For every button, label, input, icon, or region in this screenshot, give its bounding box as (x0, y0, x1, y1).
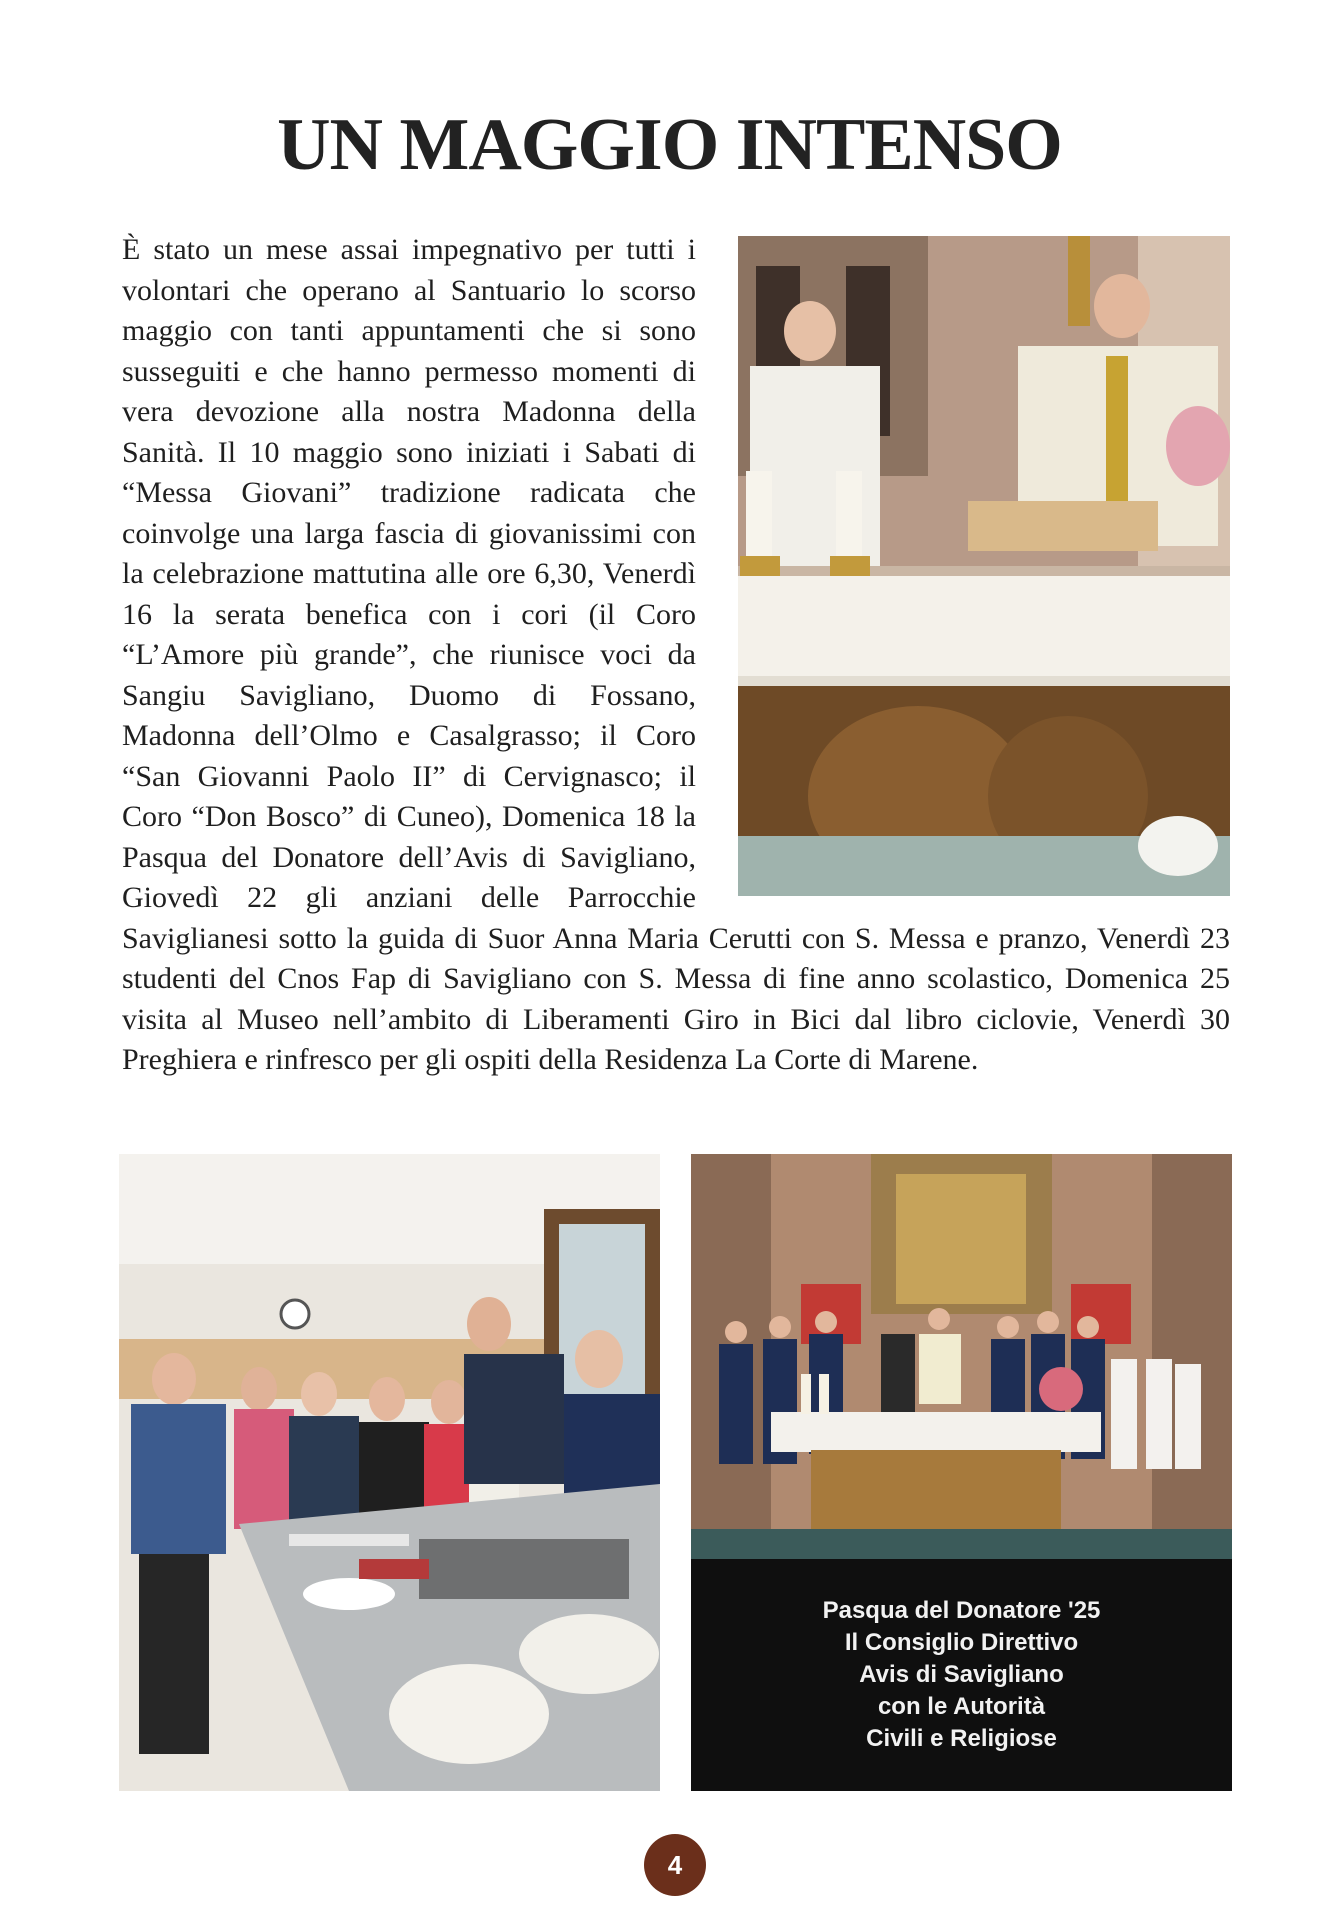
article-body-text: È stato un mese assai impegnativo per tutti i volontari che operano al Santuario lo scorso maggio con tanti appuntamenti che si sono susseguiti e che hanno permesso momenti di vera devozione alla nostra Madonna della Sanità. Il 10 maggio sono iniziati i Sabati di “Messa Giovani” tradizione radicata che coinvolge una larga fascia di giovanissimi con la celebrazione mattutina alle ore 6,30, Venerdì 16 la serata benefica con i cori (il Coro “L’Amore più grande”, che riunisce voci da Sangiu Savigliano, Duomo di Fossano, Madonna dell’Olmo e Casalgrasso; il Coro “San Giovanni Paolo II” di Cervignasco; il Coro “Don Bosco” di Cuneo), Domenica 18 la Pasqua del Donatore dell’Avis di Savigliano, Giovedì 22 gli anziani delle Parrocchie Saviglianesi sotto la guida di Suor Anna Maria Cerutti con S. Messa e pranzo, Venerdì 23 studenti del Cnos Fap di Savigliano con S. Messa di fine anno scolastico, Domenica 25 visita al Museo nell’ambito di Liberamenti Giro in Bici dal libro ciclovie, Venerdì 30 Preghiera e rinfresco per gli ospiti della Residenza La Corte di Marene. (122, 233, 1230, 1076)
altar-mass-image (738, 236, 1230, 896)
kitchen-volunteers-photo (119, 1154, 660, 1791)
photo-caption (691, 1559, 1232, 1791)
donor-easter-photo (691, 1154, 1232, 1791)
kitchen-volunteers-image (119, 1154, 660, 1791)
caption-line: Pasqua del Donatore '25 (822, 1597, 1101, 1624)
altar-mass-photo (738, 236, 1230, 896)
article-title: UN MAGGIO INTENSO (277, 104, 1062, 186)
page-number-badge (644, 1834, 706, 1896)
page-number: 4 (667, 1849, 683, 1880)
caption-line: Il Consiglio Direttivo (844, 1629, 1079, 1656)
caption-line: Civili e Religiose (866, 1725, 1057, 1752)
article-body-container (122, 230, 1230, 1081)
caption-line: Avis di Savigliano (859, 1661, 1064, 1688)
caption-line: con le Autorità (877, 1693, 1046, 1720)
